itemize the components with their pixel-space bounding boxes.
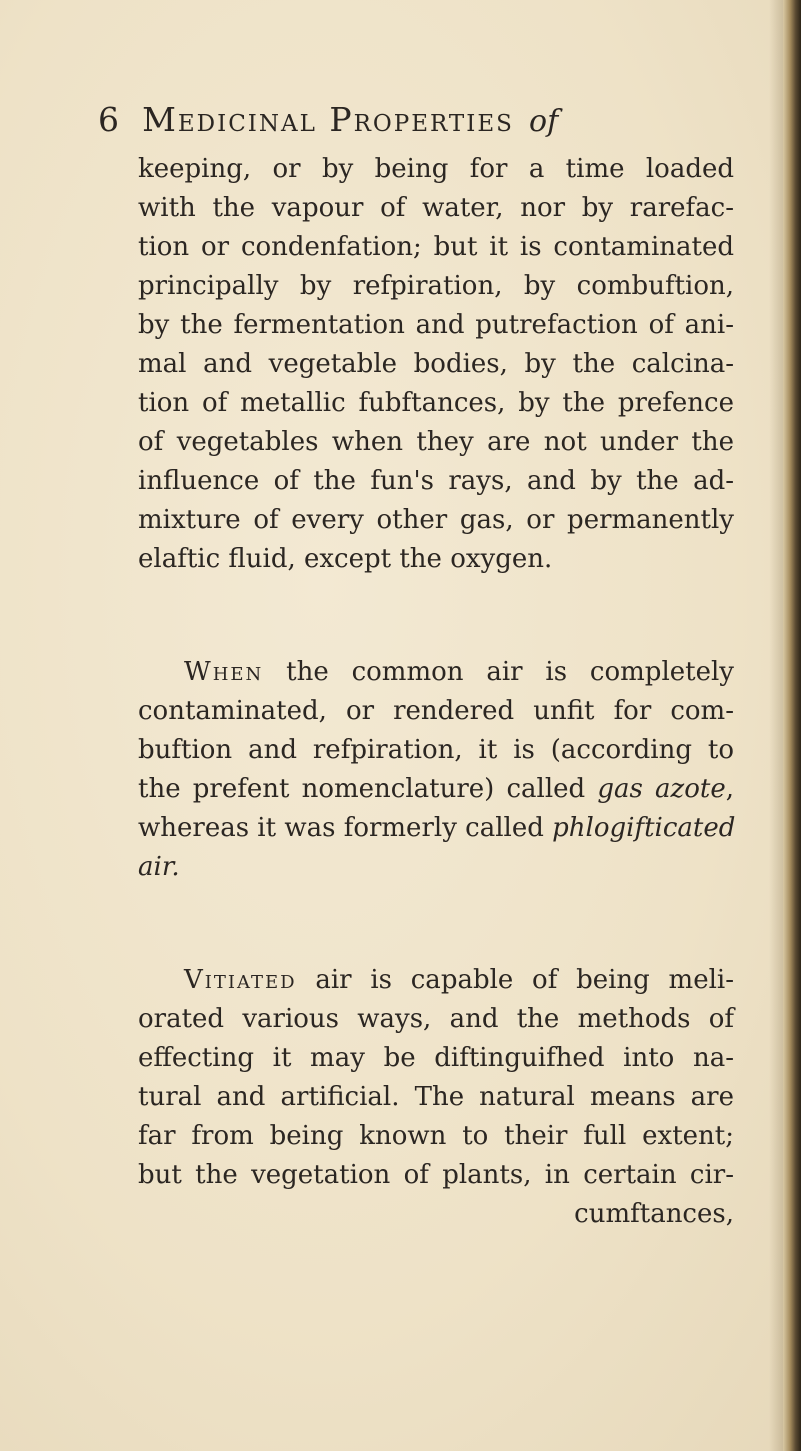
- paragraph-opening-word: Vitiated: [184, 965, 297, 995]
- running-head-title: Medicinal Properties: [142, 100, 514, 139]
- paragraph-opening-word: When: [184, 657, 264, 687]
- text-line: by the fermentation and putrefaction of ani-: [138, 310, 734, 340]
- text-line: but the vegetation of plants, in certain cir-: [138, 1160, 734, 1190]
- paragraph-spacer: [138, 579, 734, 653]
- text-line: influence of the fun's rays, and by the ad-: [138, 466, 734, 496]
- text-line: principally by refpiration, by combuftion,: [138, 271, 734, 301]
- italic-term: gas azote: [597, 774, 726, 804]
- text-run: ,: [725, 774, 734, 804]
- text-line: mixture of every other gas, or permanently: [138, 505, 734, 535]
- text-line: [138, 653, 734, 692]
- running-head-of: of: [529, 104, 559, 139]
- paragraph-3: [138, 961, 734, 1234]
- text-run: air is capable of being meli-: [315, 965, 735, 995]
- text-line: tion of metallic fubftances, by the prefence: [138, 388, 734, 418]
- gutter-shadow: [769, 0, 783, 1451]
- text-line: far from being known to their full extent;: [138, 1121, 734, 1151]
- text-line: mal and vegetable bodies, by the calcina-: [138, 349, 734, 379]
- text-line: elaftic fluid, except the oxygen.: [138, 544, 553, 574]
- catchword: cumftances,: [574, 1199, 734, 1229]
- text-line: orated various ways, and the methods of: [138, 1004, 734, 1034]
- text-line: buftion and refpiration, it is (according to: [138, 735, 734, 765]
- body-text: [138, 150, 734, 1234]
- paragraph-spacer: [138, 887, 734, 961]
- paragraph-2: [138, 653, 734, 887]
- text-line: tural and artificial. The natural means are: [138, 1082, 734, 1112]
- text-line: [138, 770, 734, 809]
- text-line: effecting it may be diftinguifhed into na-: [138, 1043, 734, 1073]
- text-line: [138, 809, 734, 848]
- page-number: 6: [98, 100, 119, 139]
- paragraph-1: [138, 150, 734, 579]
- italic-term: phlogifticated: [552, 813, 736, 843]
- text-line: with the vapour of water, nor by rarefac-: [138, 193, 734, 223]
- text-run: the prefent nomenclature) called: [138, 774, 586, 804]
- text-line: air.: [138, 852, 180, 882]
- text-line: contaminated, or rendered unfit for com-: [138, 696, 734, 726]
- text-line: tion or condenfation; but it is contaminated: [138, 232, 734, 262]
- text-line: keeping, or by being for a time loaded: [138, 154, 734, 184]
- text-line: [138, 961, 734, 1000]
- page-header: [98, 100, 718, 150]
- text-run: the common air is completely: [286, 657, 734, 687]
- text-run: whereas it was formerly called: [138, 813, 544, 843]
- text-line: of vegetables when they are not under the: [138, 427, 734, 457]
- page-gutter: [783, 0, 801, 1451]
